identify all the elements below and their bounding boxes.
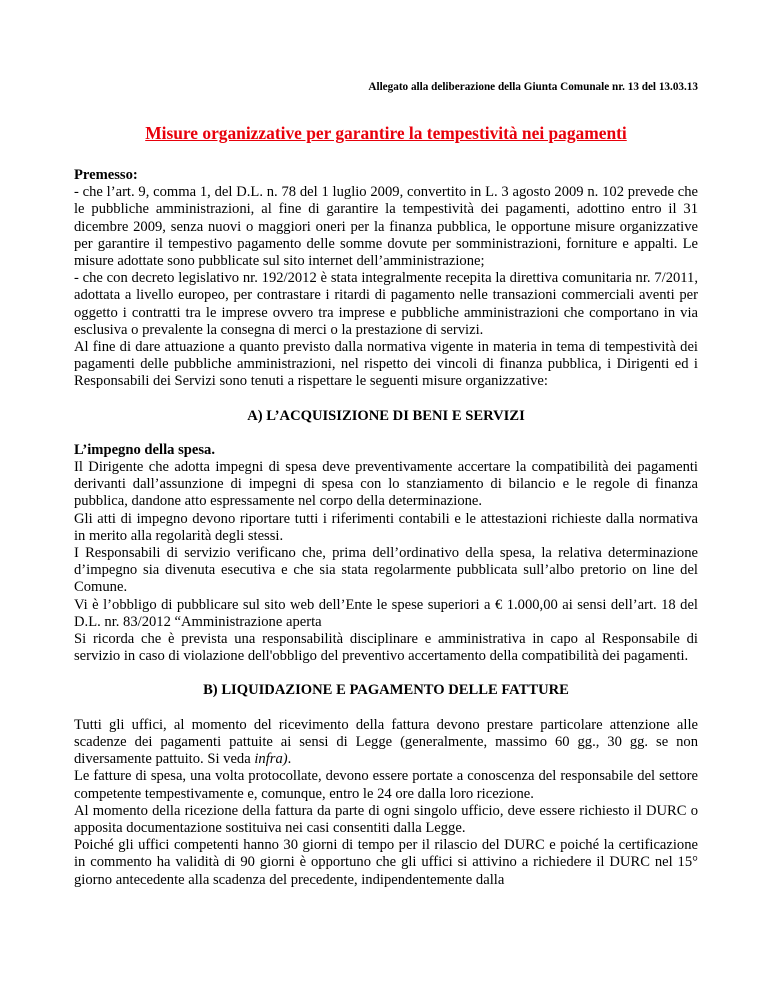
paragraph: Il Dirigente che adotta impegni di spesa deve preventivamente accertare la compatibilità dei pagamenti derivanti dall’assunzione di impegni di spesa con lo stanziamento di bilancio e le regole di finanza pubblica, dandone atto espressamente nel corpo della determinazione.	[74, 459, 698, 510]
paragraph: Gli atti di impegno devono riportare tutti i riferimenti contabili e le attestazioni richieste dalla normativa in merito alla regolarità degli stessi.	[74, 510, 698, 544]
paragraph: Vi è l’obbligo di pubblicare sul sito web dell’Ente le spese superiori a € 1.000,00 ai sensi dell’art. 18 del D.L. nr. 83/2012 “Amministrazione aperta	[74, 596, 698, 630]
paragraph: Le fatture di spesa, una volta protocollate, devono essere portate a conoscenza del responsabile del settore competente tempestivamente e, comunque, entro le 24 ore dalla loro ricezione.	[74, 768, 698, 802]
text-run: .	[287, 751, 292, 768]
document-title: Misure organizzative per garantire la tempestività nei pagamenti	[145, 123, 627, 143]
section-b-title: B) LIQUIDAZIONE E PAGAMENTO DELLE FATTURE	[203, 682, 569, 699]
document-header: Allegato alla deliberazione della Giunta Comunale nr. 13 del 13.03.13	[368, 81, 698, 93]
paragraph: Al fine di dare attuazione a quanto previsto dalla normativa vigente in materia in tema di tempestività dei pagamenti delle pubbliche amministrazioni, nel rispetto dei vincoli di finanza pubblica, i Dirigenti ed i Responsabili dei Servizi sono tenuti a rispettare le seguenti misure organizzative:	[74, 339, 698, 390]
section-a-title: A) L’ACQUISIZIONE DI BENI E SERVIZI	[247, 407, 525, 424]
paragraph	[74, 717, 698, 769]
italic-text: infra)	[254, 751, 288, 768]
paragraph: - che l’art. 9, comma 1, del D.L. n. 78 del 1 luglio 2009, convertito in L. 3 agosto 2009 n. 102 prevede che le pubbliche amministrazioni, al fine di garantire la tempestività dei pagamenti, adottino entro il 31 dicembre 2009, senza nuovi o maggiori oneri per la finanza pubblica, le opportune misure organizzative per garantire il tempestivo pagamento delle somme dovute per somministrazioni, forniture e appalti. Le misure adottate sono pubblicate sul sito internet dell’amministrazione;	[74, 184, 698, 270]
premesso-heading: Premesso:	[74, 167, 138, 183]
text-run: Tutti gli uffici, al momento del ricevimento della fattura devono prestare particolare attenzione alle scadenze dei pagamenti pattuite ai sensi di Legge (generalmente, massimo 60 gg., 30 gg. se non diversamente pattuito. Si veda	[74, 716, 698, 768]
paragraph: Al momento della ricezione della fattura da parte di ogni singolo ufficio, deve essere richiesto il DURC o apposita documentazione sostituiva nei casi consentiti dalla Legge.	[74, 802, 698, 836]
paragraph: I Responsabili di servizio verificano che, prima dell’ordinativo della spesa, la relativa determinazione d’impegno sia divenuta esecutiva e che sia stata regolarmente pubblicata sull’albo pretorio on line del Comune.	[74, 545, 698, 596]
document-page	[74, 80, 698, 889]
paragraph: Si ricorda che è prevista una responsabilità disciplinare e amministrativa in capo al Responsabile di servizio in caso di violazione dell'obbligo del preventivo accertamento della compatibilità dei pagamenti.	[74, 631, 698, 665]
paragraph: - che con decreto legislativo nr. 192/2012 è stata integralmente recepita la direttiva comunitaria nr. 7/2011, adottata a livello europeo, per contrastare i ritardi di pagamento nelle transazioni commerciali aventi per oggetto i contratti tra le imprese ovvero tra imprese e pubbliche amministrazioni che comportano in via esclusiva o prevalente la consegna di merci o la prestazione di servizi.	[74, 270, 698, 338]
paragraph: Poiché gli uffici competenti hanno 30 giorni di tempo per il rilascio del DURC e poiché la certificazione in commento ha validità di 90 giorni è opportuno che gli uffici si attivino a richiedere il DURC nel 15° giorno antecedente alla scadenza del precedente, indipendentemente dalla	[74, 837, 698, 888]
section-a-subheading: L’impegno della spesa.	[74, 441, 215, 458]
